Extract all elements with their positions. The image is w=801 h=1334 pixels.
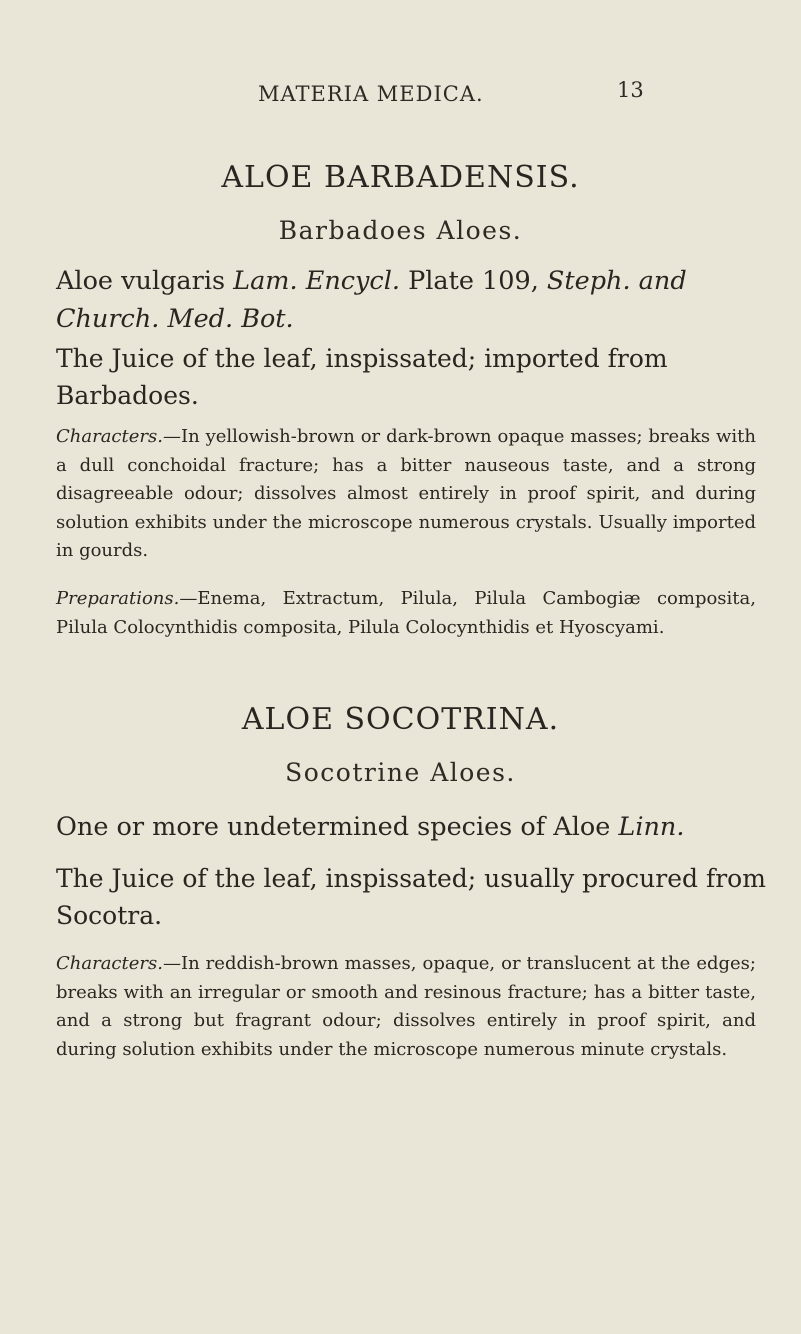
section-title-socotrina: ALOE SOCOTRINA.: [241, 702, 560, 737]
synonym-prefix: Aloe vulgaris: [56, 266, 234, 296]
description-barbadensis: The Juice of the leaf, inspissated; imported from Barbadoes.: [56, 344, 668, 410]
page-number: 13: [617, 78, 644, 102]
synonym-reference-lamarck: Lam. Encycl.: [233, 266, 400, 296]
synonym-plate: Plate 109,: [399, 266, 547, 296]
synonym-barbadensis: [56, 262, 756, 338]
characters-text: —In reddish-brown masses, opaque, or translucent at the edges; breaks with an irregular or smooth and resinous fracture; has a bitter taste, and a strong but fragrant odour; dissolves entirely in proof spirit, and during solution exhibits under the microscope numerous minute crystals.: [56, 953, 756, 1060]
section-title-barbadensis: ALOE BARBADENSIS.: [221, 160, 580, 195]
characters-label: Characters.: [56, 953, 163, 974]
preparations-barbadensis: [56, 585, 756, 642]
running-head: MATERIA MEDICA.: [258, 82, 484, 106]
synonym-prefix: One or more undetermined species of Aloe: [56, 812, 619, 842]
preparations-text: —Enema, Extractum, Pilula, Pilula Cambogiæ composita, Pilula Colocynthidis composita, Pilula Colocynthidis et Hyoscyami.: [56, 588, 756, 638]
characters-text: —In yellowish-brown or dark-brown opaque masses; breaks with a dull conchoidal fracture; has a bitter nauseous taste, and a strong disagreeable odour; dissolves almost entirely in proof spirit, and during solution exhibits under the microscope numerous crystals. Usually imported in gourds.: [56, 426, 756, 561]
characters-label: Characters.: [56, 426, 163, 447]
description-socotrina: The Juice of the leaf, inspissated; usually procured from Socotra.: [56, 864, 766, 930]
synonym-reference-stephenson: Steph. and Church. Med. Bot.: [56, 266, 687, 334]
synonym-socotrina: [56, 808, 756, 846]
common-name-barbadoes: Barbadoes Aloes.: [278, 216, 523, 245]
synonym-reference-linnaeus: Linn.: [618, 812, 685, 842]
characters-socotrina: [56, 950, 756, 1064]
characters-barbadensis: [56, 423, 756, 566]
common-name-socotrine: Socotrine Aloes.: [285, 758, 516, 787]
preparations-label: Preparations.: [56, 588, 180, 609]
